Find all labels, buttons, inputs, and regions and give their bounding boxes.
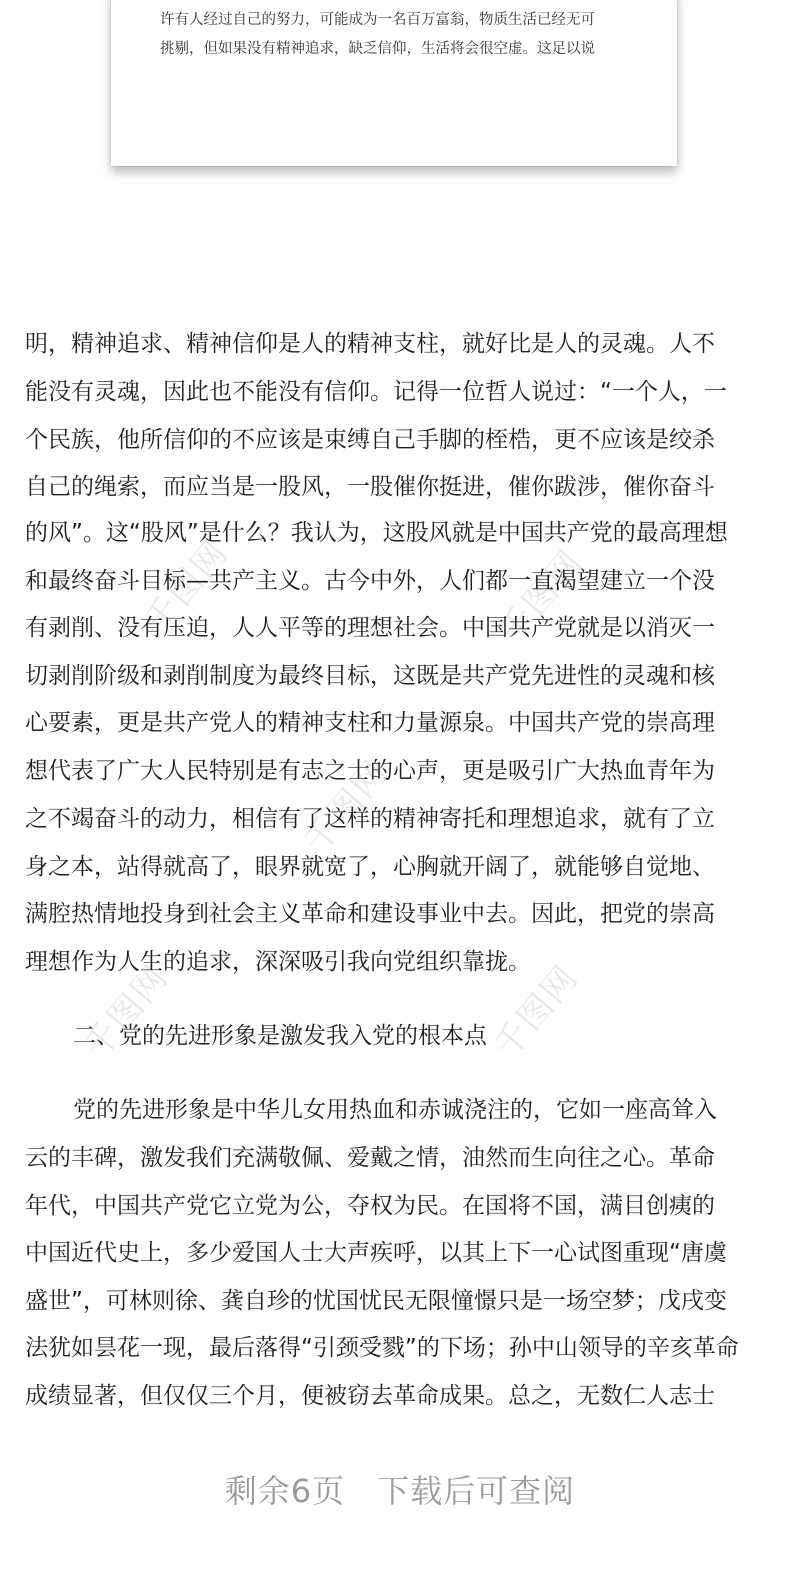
body-line: 想代表了广大人民特别是有志之士的心声，更是吸引广大热血青年为 bbox=[25, 758, 715, 784]
download-prompt[interactable] bbox=[0, 1466, 800, 1512]
body-line: 自己的绳索，而应当是一股风，一股催你挺进，催你跋涉，催你奋斗 bbox=[25, 474, 715, 500]
body-line: 之不竭奋斗的动力，相信有了这样的精神寄托和理想追求，就有了立 bbox=[25, 806, 715, 832]
body-line: 明，精神追求、精神信仰是人的精神支柱，就好比是人的灵魂。人不 bbox=[25, 331, 715, 357]
watermark: 千图网 bbox=[491, 542, 592, 651]
body-line: 满腔热情地投身到社会主义革命和建设事业中去。因此，把党的崇高 bbox=[25, 901, 715, 927]
body-line: 成绩显著，但仅仅三个月，便被窃去革命成果。总之，无数仁人志士 bbox=[25, 1383, 715, 1409]
watermark: 千图网 bbox=[296, 752, 397, 861]
body-line: 年代，中国共产党它立党为公，夺权为民。在国将不国，满目创痍的 bbox=[25, 1193, 715, 1219]
remaining-pages-label: 剩余6页 bbox=[224, 1472, 346, 1510]
body-line: 云的丰碑，激发我们充满敬佩、爱戴之情，油然而生向往之心。革命 bbox=[25, 1145, 715, 1171]
download-to-read-label: 下载后可查阅 bbox=[377, 1472, 576, 1510]
body-line: 理想作为人生的追求，深深吸引我向党组织靠拢。 bbox=[25, 949, 531, 975]
body-line: 能没有灵魂，因此也不能没有信仰。记得一位哲人说过：“一个人，一 bbox=[25, 379, 727, 405]
body-line: 个民族，他所信仰的不应该是束缚自己手脚的桎梏，更不应该是绞杀 bbox=[25, 427, 715, 453]
preview-line: 挑剔，但如果没有精神追求，缺乏信仰，生活将会很空虚。这足以说 bbox=[160, 41, 595, 57]
body-line: 有剥削、没有压迫，人人平等的理想社会。中国共产党就是以消灭一 bbox=[25, 615, 715, 641]
body-line: 盛世”，可林则徐、龚自珍的忧国忧民无限憧憬只是一场空梦；戊戌变 bbox=[25, 1288, 727, 1314]
preview-line: 许有人经过自己的努力，可能成为一名百万富翁，物质生活已经无可 bbox=[160, 12, 595, 28]
body-line: 身之本，站得就高了，眼界就宽了，心胸就开阔了，就能够自觉地、 bbox=[25, 854, 715, 880]
body-line: 法犹如昙花一现，最后落得“引颈受戮”的下场；孙中山领导的辛亥革命 bbox=[25, 1335, 739, 1361]
watermark: 千图网 bbox=[486, 957, 587, 1066]
body-line: 切剥削阶级和剥削制度为最终目标，这既是共产党先进性的灵魂和核 bbox=[25, 663, 715, 689]
section-heading: 二、党的先进形象是激发我入党的根本点 bbox=[73, 1023, 487, 1049]
body-line: 和最终奋斗目标—共产主义。古今中外，人们都一直渴望建立一个没 bbox=[25, 568, 715, 594]
body-line: 的风”。这“股风”是什么？我认为，这股风就是中国共产党的最高理想 bbox=[25, 520, 728, 546]
body-line: 心要素，更是共产党人的精神支柱和力量源泉。中国共产党的崇高理 bbox=[25, 710, 715, 736]
body-line: 党的先进形象是中华儿女用热血和赤诚浇注的，它如一座高耸入 bbox=[73, 1097, 717, 1123]
watermark: 千图网 bbox=[136, 532, 237, 641]
preview-card bbox=[111, 0, 677, 166]
body-line: 中国近代史上，多少爱国人士大声疾呼，以其上下一心试图重现“唐虞 bbox=[25, 1240, 727, 1266]
watermark: 千图网 bbox=[76, 957, 177, 1066]
preview-line bbox=[160, 0, 640, 2]
